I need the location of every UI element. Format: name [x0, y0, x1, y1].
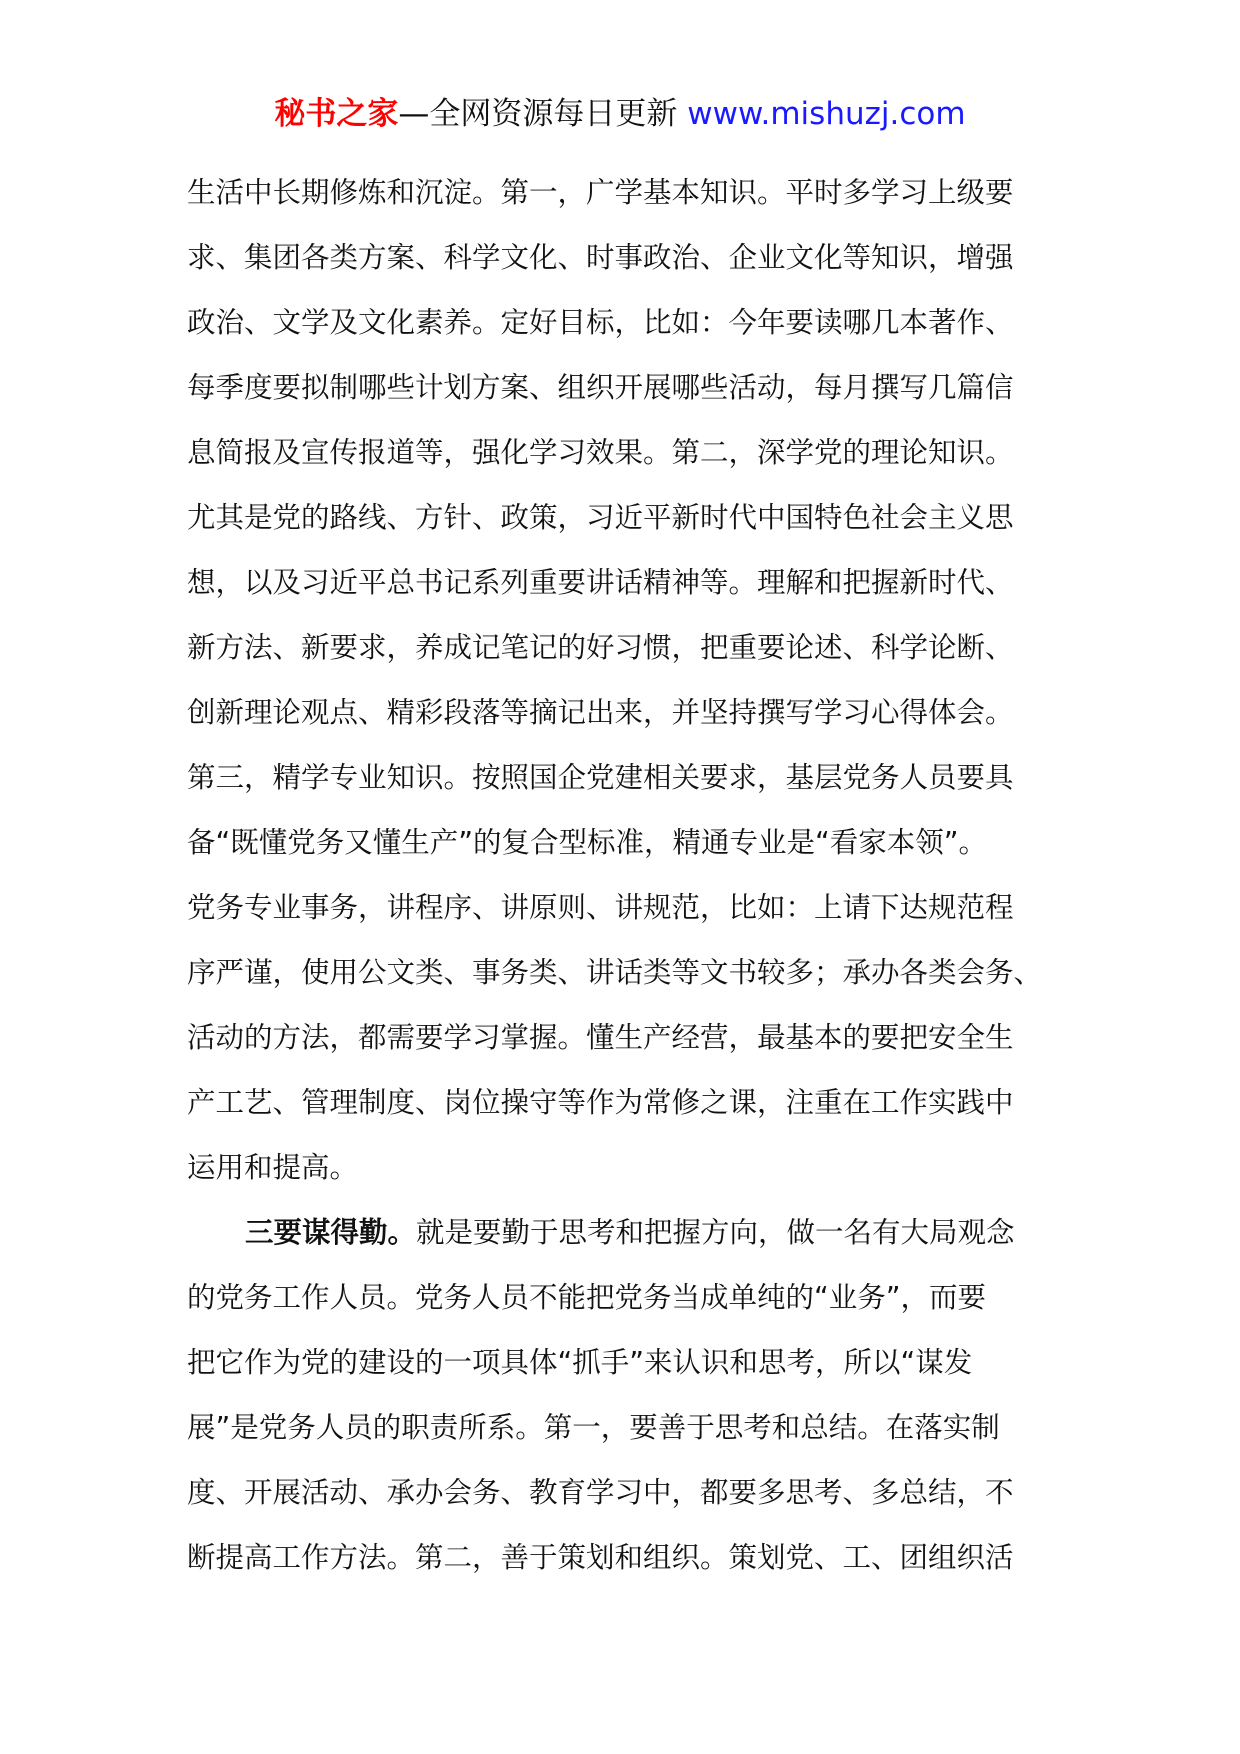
- text-line: 想，以及习近平总书记系列重要讲话精神等。理解和把握新时代、: [187, 566, 1014, 599]
- text-line: 求、集团各类方案、科学文化、时事政治、企业文化等知识，增强: [187, 241, 1014, 274]
- text-line: 产工艺、管理制度、岗位操守等作为常修之课，注重在工作实践中: [187, 1086, 1014, 1119]
- site-header: [0, 92, 1240, 136]
- brand-name: 秘书之家: [274, 96, 399, 132]
- text-line: 断提高工作方法。第二，善于策划和组织。策划党、工、团组织活: [187, 1541, 1014, 1574]
- header-tagline: —全网资源每日更新: [398, 96, 688, 132]
- text-line: 把它作为党的建设的一项具体“抓手”来认识和思考，所以“谋发: [187, 1346, 973, 1379]
- text-line: 第三，精学专业知识。按照国企党建相关要求，基层党务人员要具: [187, 761, 1014, 794]
- text-line: 运用和提高。: [187, 1151, 359, 1184]
- text-line-first: [187, 1200, 1067, 1265]
- section-heading: 三要谋得勤。: [245, 1216, 417, 1249]
- text-line: 展”是党务人员的职责所系。第一，要善于思考和总结。在落实制: [187, 1411, 1000, 1444]
- text-line: 息简报及宣传报道等，强化学习效果。第二，深学党的理论知识。: [187, 436, 1014, 469]
- text-line: 备“既懂党务又懂生产”的复合型标准，精通专业是“看家本领”。: [187, 826, 988, 859]
- text-line: 每季度要拟制哪些计划方案、组织开展哪些活动，每月撰写几篇信: [187, 371, 1014, 404]
- text-line: 创新理论观点、精彩段落等摘记出来，并坚持撰写学习心得体会。: [187, 696, 1014, 729]
- text-line: 活动的方法，都需要学习掌握。懂生产经营，最基本的要把安全生: [187, 1021, 1014, 1054]
- text-line-rest: 就是要勤于思考和把握方向，做一名有大局观念: [416, 1216, 1015, 1249]
- text-line: 尤其是党的路线、方针、政策，习近平新时代中国特色社会主义思: [187, 501, 1014, 534]
- text-line: 度、开展活动、承办会务、教育学习中，都要多思考、多总结，不: [187, 1476, 1014, 1509]
- paragraph-knowledge: [187, 160, 1067, 1200]
- site-url-link[interactable]: www.mishuzj.com: [687, 96, 966, 132]
- text-line: 序严谨，使用公文类、事务类、讲话类等文书较多；承办各类会务、: [187, 956, 1043, 989]
- text-line: 政治、文学及文化素养。定好目标，比如：今年要读哪几本著作、: [187, 306, 1014, 339]
- text-line: 新方法、新要求，养成记笔记的好习惯，把重要论述、科学论断、: [187, 631, 1014, 664]
- text-line: 生活中长期修炼和沉淀。第一，广学基本知识。平时多学习上级要: [187, 176, 1014, 209]
- text-line: 党务专业事务，讲程序、讲原则、讲规范，比如：上请下达规范程: [187, 891, 1014, 924]
- text-line: 的党务工作人员。党务人员不能把党务当成单纯的“业务”，而要: [187, 1281, 987, 1314]
- document-body: [187, 160, 1067, 1590]
- paragraph-planning: [187, 1200, 1067, 1590]
